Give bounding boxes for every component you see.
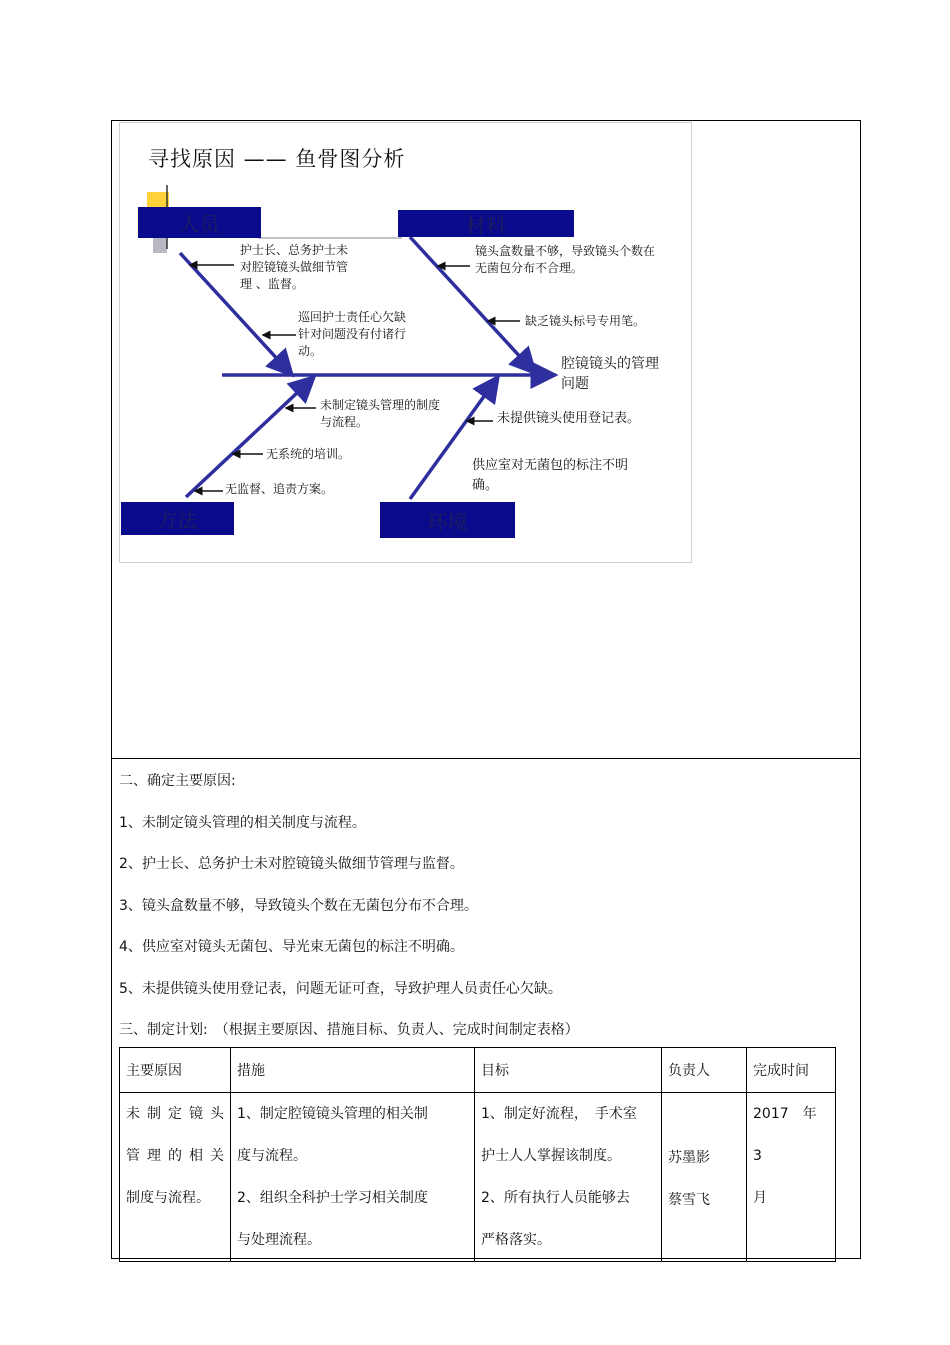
cell-line: 1、制定腔镜镜头管理的相关制 bbox=[237, 1106, 428, 1122]
category-people: 人员 bbox=[138, 207, 261, 238]
cause-material-2: 缺乏镜头标号专用笔。 bbox=[525, 314, 646, 328]
cause-method-3: 无监督、追责方案。 bbox=[225, 482, 334, 496]
cell-owner bbox=[662, 1093, 747, 1262]
main-cause-item: 2、护士长、总务护士未对腔镜镜头做细节管理与监督。 bbox=[119, 856, 464, 872]
cell-line: 蔡雪飞 bbox=[668, 1192, 710, 1208]
cause-environment-1: 未提供镜头使用登记表。 bbox=[497, 411, 641, 426]
slide-title: 寻找原因 —— 鱼骨图分析 bbox=[148, 147, 406, 171]
header-cause: 主要原因 bbox=[120, 1048, 231, 1093]
cell-line: 制度与流程。 bbox=[126, 1190, 210, 1206]
cell-line: 2017 年 3 bbox=[753, 1106, 831, 1164]
cell-line: 1、制定好流程， 手术室 bbox=[481, 1106, 637, 1122]
rib-method bbox=[186, 377, 314, 497]
cause-environment-2: 供应室对无菌包的标注不明确。 bbox=[472, 458, 629, 493]
cell-measure bbox=[231, 1093, 475, 1262]
category-material: 材料 bbox=[398, 210, 574, 237]
deco-square-yellow bbox=[147, 192, 169, 208]
cell-deadline bbox=[747, 1093, 836, 1262]
cause-method-2: 无系统的培训。 bbox=[266, 447, 351, 461]
category-environment: 环境 bbox=[380, 502, 515, 538]
header-measure: 措施 bbox=[231, 1048, 475, 1093]
fishbone-slide bbox=[119, 122, 692, 563]
cause-people-1: 护士长、总务护士未对腔镜镜头做细节管理 、监督。 bbox=[240, 243, 349, 291]
cell-line: 苏墨影 bbox=[668, 1150, 710, 1166]
cell-goal bbox=[475, 1093, 662, 1262]
cell-cause bbox=[120, 1093, 231, 1262]
cell-line: 月 bbox=[753, 1190, 767, 1206]
main-cause-item: 5、未提供镜头使用登记表，问题无证可查，导致护理人员责任心欠缺。 bbox=[119, 981, 562, 997]
cell-line: 护士人人掌握该制度。 bbox=[481, 1148, 621, 1164]
cell-line: 未制定镜头 bbox=[126, 1106, 224, 1122]
section3-heading: 三、制定计划: （根据主要原因、措施目标、负责人、完成时间制定表格） bbox=[119, 1022, 579, 1038]
cause-method-1: 未制定镜头管理的制度与流程。 bbox=[320, 398, 441, 429]
header-goal: 目标 bbox=[475, 1048, 662, 1093]
cell-line: 2、组织全科护士学习相关制度 bbox=[237, 1190, 428, 1206]
category-method: 方法 bbox=[121, 502, 234, 535]
table-header-row bbox=[120, 1048, 836, 1093]
plan-table bbox=[119, 1047, 836, 1262]
main-cause-item: 1、未制定镜头管理的相关制度与流程。 bbox=[119, 815, 366, 831]
cell-line: 管理的相关 bbox=[126, 1148, 224, 1164]
main-cause-item: 4、供应室对镜头无菌包、导光束无菌包的标注不明确。 bbox=[119, 939, 464, 955]
cell-line: 度与流程。 bbox=[237, 1148, 307, 1164]
section-divider bbox=[111, 758, 861, 759]
cell-line: 与处理流程。 bbox=[237, 1232, 321, 1248]
cell-line: 2、所有执行人员能够去 bbox=[481, 1190, 630, 1206]
header-deadline: 完成时间 bbox=[747, 1048, 836, 1093]
cause-people-2: 巡回护士责任心欠缺针对问题没有付诸行动。 bbox=[298, 310, 407, 358]
cell-line: 严格落实。 bbox=[481, 1232, 551, 1248]
section2-heading: 二、确定主要原因: bbox=[119, 773, 236, 789]
deco-square-gray bbox=[153, 237, 167, 253]
effect-label: 腔镜镜头的管理问题 bbox=[561, 356, 659, 392]
main-cause-item: 3、镜头盒数量不够，导致镜头个数在无菌包分布不合理。 bbox=[119, 898, 478, 914]
cause-material-1: 镜头盒数量不够，导致镜头个数在无菌包分布不合理。 bbox=[475, 244, 656, 275]
table-row bbox=[120, 1093, 836, 1262]
header-owner: 负责人 bbox=[662, 1048, 747, 1093]
